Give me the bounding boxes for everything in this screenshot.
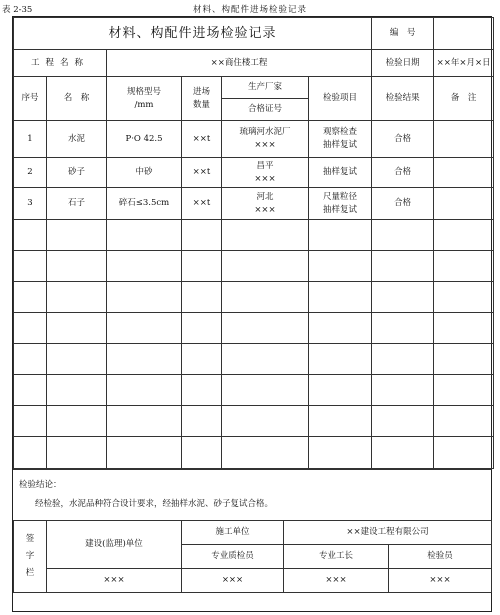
table-row: 2 砂子 中砂 ××t 昌平 ××× 抽样复试 合格 (14, 158, 494, 188)
empty-row[interactable] (14, 375, 494, 406)
table-number: 表 2-35 (2, 5, 33, 15)
number-label: 编 号 (372, 18, 434, 50)
foreman-label: 专业工长 (284, 545, 389, 569)
date-value[interactable]: ××年×月×日 (434, 50, 494, 77)
foreman-signature[interactable]: ××× (284, 569, 389, 593)
col-item: 检验项目 (309, 77, 372, 121)
empty-row[interactable] (14, 313, 494, 344)
inspector-signature[interactable]: ××× (389, 569, 492, 593)
number-value[interactable] (434, 18, 494, 50)
signature-column-label: 签 字 栏 (14, 521, 47, 593)
qc-signature[interactable]: ××× (182, 569, 284, 593)
conclusion-section (13, 469, 491, 520)
empty-row[interactable] (14, 282, 494, 313)
form-title: 材料、构配件进场检验记录 (14, 18, 372, 50)
table-row: 3 石子 碎石≤3.5cm ××t 河北 ××× 尺量粒径 抽样复试 合格 (14, 188, 494, 220)
page-header (0, 0, 500, 16)
table-row: 1 水泥 P·O 42.5 ××t 琉璃河水泥厂 ××× 观察检查 抽样复试 合格 (14, 121, 494, 158)
empty-row[interactable] (14, 220, 494, 251)
col-remark: 备 注 (434, 77, 494, 121)
empty-row[interactable] (14, 344, 494, 375)
col-cert: 合格证号 (222, 99, 309, 121)
page-header-title: 材料、构配件进场检验记录 (192, 5, 307, 15)
empty-row[interactable] (14, 437, 494, 469)
empty-row[interactable] (14, 251, 494, 282)
col-spec: 规格型号 /mm (107, 77, 182, 121)
inspection-form (12, 16, 492, 612)
supervisor-label: 建设(监理)单位 (47, 521, 182, 569)
col-qty: 进场 数量 (182, 77, 222, 121)
qc-label: 专业质检员 (182, 545, 284, 569)
signature-table (13, 520, 492, 593)
contractor-name: ××建设工程有限公司 (284, 521, 492, 545)
project-value[interactable]: ××商住楼工程 (107, 50, 372, 77)
col-maker: 生产厂家 (222, 77, 309, 99)
empty-row[interactable] (14, 406, 494, 437)
inspection-table (13, 17, 494, 469)
inspector-label: 检验员 (389, 545, 492, 569)
col-seq: 序号 (14, 77, 47, 121)
col-name: 名 称 (47, 77, 107, 121)
contractor-label: 施工单位 (182, 521, 284, 545)
supervisor-signature[interactable]: ××× (47, 569, 182, 593)
conclusion-label: 检验结论： (19, 480, 62, 490)
conclusion-text[interactable]: 经检验，水泥品种符合设计要求，经抽样水泥、砂子复试合格。 (35, 499, 274, 509)
col-result: 检验结果 (372, 77, 434, 121)
project-label: 工程名称 (14, 50, 107, 77)
date-label: 检验日期 (372, 50, 434, 77)
